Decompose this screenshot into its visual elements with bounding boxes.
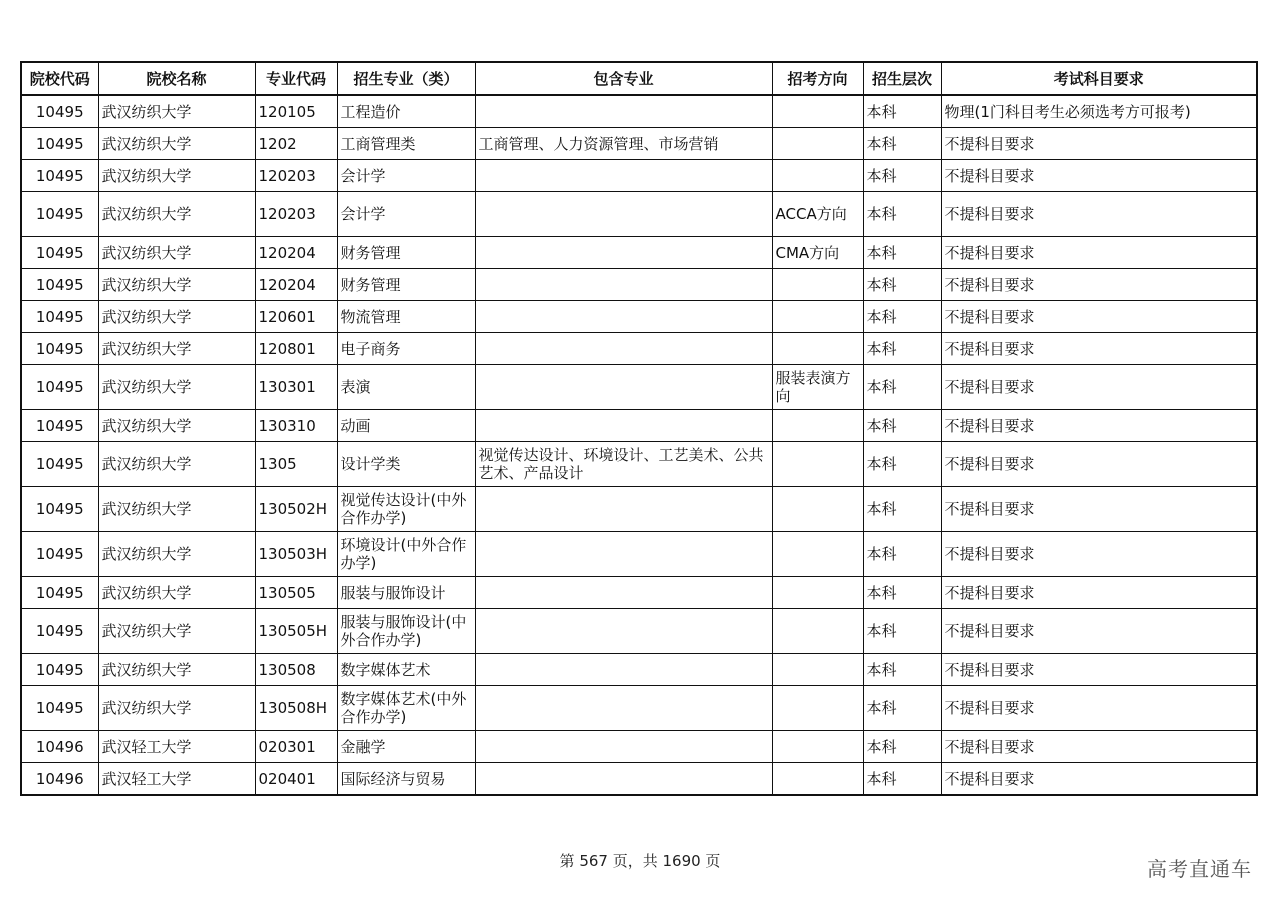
cell-subject-requirement: 不提科目要求 [941, 365, 1257, 410]
cell-direction [772, 763, 863, 796]
cell-included-majors [475, 654, 772, 686]
cell-major-category: 工商管理类 [337, 128, 475, 160]
table-row [21, 333, 1257, 365]
cell-direction [772, 333, 863, 365]
cell-major-code: 1202 [255, 128, 337, 160]
cell-major-category: 金融学 [337, 731, 475, 763]
cell-direction: ACCA方向 [772, 192, 863, 237]
cell-major-category: 电子商务 [337, 333, 475, 365]
cell-major-code: 120204 [255, 237, 337, 269]
cell-major-code: 120801 [255, 333, 337, 365]
cell-school-code: 10495 [21, 410, 98, 442]
cell-major-category: 服装与服饰设计 [337, 577, 475, 609]
table-row [21, 487, 1257, 532]
cell-major-code: 130508H [255, 686, 337, 731]
cell-subject-requirement: 不提科目要求 [941, 532, 1257, 577]
cell-school-code: 10495 [21, 654, 98, 686]
cell-school-code: 10495 [21, 192, 98, 237]
cell-subject-requirement: 不提科目要求 [941, 686, 1257, 731]
cell-included-majors [475, 269, 772, 301]
cell-subject-requirement: 不提科目要求 [941, 654, 1257, 686]
header-major-code: 专业代码 [255, 62, 337, 95]
cell-school-name: 武汉纺织大学 [98, 95, 255, 128]
cell-direction [772, 301, 863, 333]
cell-school-code: 10496 [21, 763, 98, 796]
cell-school-name: 武汉纺织大学 [98, 365, 255, 410]
table-row [21, 442, 1257, 487]
header-school-name: 院校名称 [98, 62, 255, 95]
cell-level: 本科 [863, 609, 941, 654]
cell-major-code: 130310 [255, 410, 337, 442]
cell-school-name: 武汉轻工大学 [98, 731, 255, 763]
table-row [21, 532, 1257, 577]
cell-school-name: 武汉纺织大学 [98, 333, 255, 365]
cell-direction: 服装表演方向 [772, 365, 863, 410]
cell-level: 本科 [863, 160, 941, 192]
cell-included-majors [475, 160, 772, 192]
table-row [21, 609, 1257, 654]
cell-direction [772, 269, 863, 301]
cell-subject-requirement: 不提科目要求 [941, 410, 1257, 442]
cell-school-name: 武汉纺织大学 [98, 532, 255, 577]
cell-included-majors [475, 487, 772, 532]
cell-major-category: 会计学 [337, 192, 475, 237]
cell-major-category: 数字媒体艺术(中外合作办学) [337, 686, 475, 731]
cell-school-code: 10495 [21, 609, 98, 654]
admissions-table-container [20, 61, 1256, 796]
cell-major-category: 财务管理 [337, 269, 475, 301]
table-row [21, 731, 1257, 763]
cell-school-code: 10495 [21, 301, 98, 333]
cell-school-code: 10496 [21, 731, 98, 763]
cell-level: 本科 [863, 192, 941, 237]
table-row [21, 237, 1257, 269]
cell-level: 本科 [863, 95, 941, 128]
cell-included-majors [475, 763, 772, 796]
cell-included-majors [475, 192, 772, 237]
cell-direction [772, 160, 863, 192]
table-row [21, 654, 1257, 686]
cell-subject-requirement: 不提科目要求 [941, 301, 1257, 333]
cell-level: 本科 [863, 763, 941, 796]
cell-major-code: 120105 [255, 95, 337, 128]
cell-direction [772, 654, 863, 686]
cell-subject-requirement: 不提科目要求 [941, 609, 1257, 654]
cell-school-name: 武汉纺织大学 [98, 192, 255, 237]
cell-major-code: 120601 [255, 301, 337, 333]
cell-subject-requirement: 不提科目要求 [941, 763, 1257, 796]
cell-school-name: 武汉纺织大学 [98, 410, 255, 442]
cell-included-majors [475, 333, 772, 365]
cell-major-category: 表演 [337, 365, 475, 410]
cell-major-code: 020401 [255, 763, 337, 796]
cell-level: 本科 [863, 532, 941, 577]
cell-major-category: 国际经济与贸易 [337, 763, 475, 796]
cell-school-name: 武汉纺织大学 [98, 609, 255, 654]
cell-major-category: 会计学 [337, 160, 475, 192]
cell-major-category: 数字媒体艺术 [337, 654, 475, 686]
cell-level: 本科 [863, 365, 941, 410]
page-footer [0, 850, 1280, 871]
cell-subject-requirement: 不提科目要求 [941, 442, 1257, 487]
table-body [21, 95, 1257, 795]
cell-direction [772, 95, 863, 128]
cell-school-name: 武汉纺织大学 [98, 577, 255, 609]
cell-school-name: 武汉轻工大学 [98, 763, 255, 796]
cell-included-majors [475, 301, 772, 333]
cell-major-code: 020301 [255, 731, 337, 763]
cell-direction [772, 686, 863, 731]
cell-major-code: 120203 [255, 160, 337, 192]
cell-school-code: 10495 [21, 532, 98, 577]
table-row [21, 410, 1257, 442]
cell-major-category: 环境设计(中外合作办学) [337, 532, 475, 577]
cell-subject-requirement: 不提科目要求 [941, 160, 1257, 192]
cell-direction [772, 128, 863, 160]
cell-subject-requirement: 不提科目要求 [941, 333, 1257, 365]
cell-school-code: 10495 [21, 237, 98, 269]
header-school-code: 院校代码 [21, 62, 98, 95]
cell-subject-requirement: 物理(1门科目考生必须选考方可报考) [941, 95, 1257, 128]
table-row [21, 365, 1257, 410]
cell-direction [772, 731, 863, 763]
page-number-text: 第 567 页，共 1690 页 [559, 852, 721, 870]
admissions-table [20, 61, 1258, 796]
cell-level: 本科 [863, 410, 941, 442]
table-row [21, 192, 1257, 237]
cell-school-name: 武汉纺织大学 [98, 269, 255, 301]
cell-direction [772, 410, 863, 442]
cell-level: 本科 [863, 577, 941, 609]
cell-direction: CMA方向 [772, 237, 863, 269]
header-included-majors: 包含专业 [475, 62, 772, 95]
cell-level: 本科 [863, 654, 941, 686]
cell-major-code: 120203 [255, 192, 337, 237]
table-row [21, 95, 1257, 128]
cell-major-code: 130505H [255, 609, 337, 654]
cell-included-majors [475, 731, 772, 763]
cell-major-code: 120204 [255, 269, 337, 301]
cell-major-category: 工程造价 [337, 95, 475, 128]
cell-school-code: 10495 [21, 269, 98, 301]
cell-direction [772, 609, 863, 654]
cell-school-code: 10495 [21, 577, 98, 609]
table-row [21, 577, 1257, 609]
header-direction: 招考方向 [772, 62, 863, 95]
cell-school-code: 10495 [21, 333, 98, 365]
cell-subject-requirement: 不提科目要求 [941, 269, 1257, 301]
header-row [21, 62, 1257, 95]
cell-direction [772, 532, 863, 577]
table-row [21, 128, 1257, 160]
cell-included-majors [475, 95, 772, 128]
cell-major-category: 服装与服饰设计(中外合作办学) [337, 609, 475, 654]
cell-major-code: 130503H [255, 532, 337, 577]
table-row [21, 686, 1257, 731]
cell-subject-requirement: 不提科目要求 [941, 577, 1257, 609]
cell-level: 本科 [863, 269, 941, 301]
cell-level: 本科 [863, 731, 941, 763]
cell-subject-requirement: 不提科目要求 [941, 487, 1257, 532]
cell-included-majors [475, 365, 772, 410]
cell-subject-requirement: 不提科目要求 [941, 731, 1257, 763]
table-row [21, 763, 1257, 796]
cell-major-code: 130502H [255, 487, 337, 532]
cell-major-code: 130508 [255, 654, 337, 686]
cell-major-category: 设计学类 [337, 442, 475, 487]
cell-included-majors: 工商管理、人力资源管理、市场营销 [475, 128, 772, 160]
cell-school-name: 武汉纺织大学 [98, 128, 255, 160]
cell-included-majors: 视觉传达设计、环境设计、工艺美术、公共艺术、产品设计 [475, 442, 772, 487]
cell-subject-requirement: 不提科目要求 [941, 237, 1257, 269]
cell-school-code: 10495 [21, 128, 98, 160]
cell-school-name: 武汉纺织大学 [98, 442, 255, 487]
cell-major-code: 1305 [255, 442, 337, 487]
table-row [21, 269, 1257, 301]
cell-major-category: 财务管理 [337, 237, 475, 269]
header-level: 招生层次 [863, 62, 941, 95]
cell-major-category: 视觉传达设计(中外合作办学) [337, 487, 475, 532]
cell-major-category: 动画 [337, 410, 475, 442]
cell-direction [772, 577, 863, 609]
cell-major-category: 物流管理 [337, 301, 475, 333]
cell-direction [772, 442, 863, 487]
cell-school-name: 武汉纺织大学 [98, 237, 255, 269]
cell-level: 本科 [863, 686, 941, 731]
cell-level: 本科 [863, 442, 941, 487]
cell-included-majors [475, 532, 772, 577]
cell-included-majors [475, 609, 772, 654]
cell-school-name: 武汉纺织大学 [98, 487, 255, 532]
cell-school-code: 10495 [21, 442, 98, 487]
table-row [21, 160, 1257, 192]
cell-included-majors [475, 577, 772, 609]
cell-level: 本科 [863, 487, 941, 532]
cell-school-code: 10495 [21, 95, 98, 128]
cell-included-majors [475, 410, 772, 442]
cell-school-name: 武汉纺织大学 [98, 686, 255, 731]
table-row [21, 301, 1257, 333]
cell-included-majors [475, 686, 772, 731]
cell-school-name: 武汉纺织大学 [98, 301, 255, 333]
header-major-category: 招生专业（类） [337, 62, 475, 95]
cell-direction [772, 487, 863, 532]
watermark: 高考直通车 [1147, 857, 1252, 881]
cell-school-name: 武汉纺织大学 [98, 654, 255, 686]
cell-level: 本科 [863, 128, 941, 160]
cell-level: 本科 [863, 301, 941, 333]
cell-subject-requirement: 不提科目要求 [941, 128, 1257, 160]
cell-school-code: 10495 [21, 686, 98, 731]
cell-level: 本科 [863, 333, 941, 365]
cell-major-code: 130505 [255, 577, 337, 609]
header-subject-requirement: 考试科目要求 [941, 62, 1257, 95]
cell-level: 本科 [863, 237, 941, 269]
cell-school-name: 武汉纺织大学 [98, 160, 255, 192]
cell-school-code: 10495 [21, 160, 98, 192]
cell-included-majors [475, 237, 772, 269]
cell-school-code: 10495 [21, 487, 98, 532]
cell-subject-requirement: 不提科目要求 [941, 192, 1257, 237]
cell-major-code: 130301 [255, 365, 337, 410]
cell-school-code: 10495 [21, 365, 98, 410]
